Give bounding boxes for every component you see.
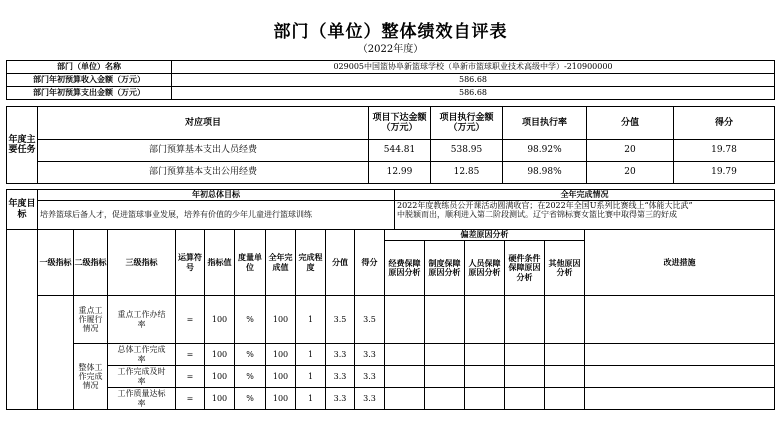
level2-cell: 重点工作履行情况 — [74, 296, 108, 344]
score-cell: 3.3 — [355, 388, 385, 410]
expense-label: 部门年初预算支出金额（万元） — [7, 87, 172, 100]
col-level2: 二级指标 — [74, 230, 108, 296]
table-row — [7, 344, 775, 366]
indicators-table — [6, 229, 775, 410]
task-rate: 98.92% — [503, 140, 587, 162]
table-row — [7, 388, 775, 410]
task-issued: 12.99 — [369, 162, 431, 184]
weight-cell: 3.3 — [326, 388, 355, 410]
task-issued: 544.81 — [369, 140, 431, 162]
dev-cell — [465, 366, 505, 388]
task-rate: 98.98% — [503, 162, 587, 184]
dev-col-hardware: 硬件条件保障原因分析 — [505, 241, 545, 296]
dev-cell — [465, 388, 505, 410]
dev-cell — [385, 344, 425, 366]
tasks-col-executed: 项目执行金额（万元） — [431, 107, 503, 140]
dev-cell — [505, 388, 545, 410]
expense-value: 586.68 — [172, 87, 775, 100]
col-level3: 三级指标 — [108, 230, 176, 296]
task-executed: 538.95 — [431, 140, 503, 162]
tasks-col-weight: 分值 — [587, 107, 674, 140]
level2-cell: 整体工作完成情况 — [74, 344, 108, 410]
tasks-col-issued: 项目下达金额（万元） — [369, 107, 431, 140]
task-weight: 20 — [587, 140, 674, 162]
indicators-side — [7, 230, 38, 410]
dev-col-staff: 人员保障原因分析 — [465, 241, 505, 296]
unit-cell: % — [235, 344, 266, 366]
improve-head: 改进措施 — [585, 230, 775, 296]
task-item: 部门预算基本支出公用经费 — [38, 162, 369, 184]
target-cell: 100 — [205, 344, 235, 366]
tasks-col-item: 对应项目 — [38, 107, 369, 140]
goal-side-label: 年度目标 — [7, 190, 38, 230]
dev-col-other: 其他原因分析 — [545, 241, 585, 296]
page-subtitle: （2022年度） — [357, 44, 424, 55]
score-cell: 3.5 — [355, 296, 385, 344]
level3-cell: 总体工作完成率 — [108, 344, 176, 366]
dev-cell — [425, 344, 465, 366]
dev-cell — [425, 366, 465, 388]
dev-cell — [545, 344, 585, 366]
col-unit: 度量单位 — [235, 230, 266, 296]
dev-cell — [425, 388, 465, 410]
dev-col-system: 制度保障原因分析 — [425, 241, 465, 296]
degree-cell: 1 — [296, 344, 326, 366]
task-weight: 20 — [587, 162, 674, 184]
dev-cell — [385, 388, 425, 410]
unit-cell: % — [235, 388, 266, 410]
task-executed: 12.85 — [431, 162, 503, 184]
goal-complete-line2: 中脱颖而出，顺利进入第二阶段测试。辽宁省锦标赛女篮比赛中取得第三的好成 — [397, 210, 677, 220]
degree-cell: 1 — [296, 296, 326, 344]
level3-cell: 重点工作办结率 — [108, 296, 176, 344]
deviation-head: 偏差原因分析 — [385, 230, 585, 241]
col-level1: 一级指标 — [38, 230, 74, 296]
dev-cell — [545, 366, 585, 388]
improve-cell — [585, 344, 775, 366]
page-title: 部门（单位）整体绩效自评表 — [273, 22, 508, 42]
tasks-col-rate: 项目执行率 — [503, 107, 587, 140]
col-actual: 全年完成值 — [266, 230, 296, 296]
task-score: 19.79 — [674, 162, 775, 184]
col-degree: 完成程度 — [296, 230, 326, 296]
weight-cell: 3.3 — [326, 366, 355, 388]
dept-name-value: 029005中国篮协阜新篮球学校（阜新市篮球职业技术高级中学）-210900000 — [172, 61, 775, 74]
score-cell: 3.3 — [355, 366, 385, 388]
task-score: 19.78 — [674, 140, 775, 162]
improve-cell — [585, 296, 775, 344]
task-item: 部门预算基本支出人员经费 — [38, 140, 369, 162]
income-value: 586.68 — [172, 74, 775, 87]
dev-cell — [385, 296, 425, 344]
level3-cell: 工作质量达标率 — [108, 388, 176, 410]
goal-table — [6, 189, 775, 230]
table-row — [7, 140, 775, 162]
op-cell: = — [176, 296, 205, 344]
actual-cell: 100 — [266, 388, 296, 410]
actual-cell: 100 — [266, 344, 296, 366]
improve-cell — [585, 388, 775, 410]
dev-cell — [545, 388, 585, 410]
goal-initial-text: 培养篮球后备人才，促进篮球事业发展，培养有价值的少年儿童进行篮球训练 — [38, 201, 395, 230]
table-row — [7, 296, 775, 344]
actual-cell: 100 — [266, 296, 296, 344]
actual-cell: 100 — [266, 366, 296, 388]
tasks-side-label: 年度主要任务 — [7, 107, 38, 184]
degree-cell: 1 — [296, 366, 326, 388]
col-target: 指标值 — [205, 230, 235, 296]
dev-col-funding: 经费保障原因分析 — [385, 241, 425, 296]
target-cell: 100 — [205, 366, 235, 388]
weight-cell: 3.3 — [326, 344, 355, 366]
unit-cell: % — [235, 366, 266, 388]
col-score: 得分 — [355, 230, 385, 296]
dev-cell — [385, 366, 425, 388]
table-row — [7, 162, 775, 184]
degree-cell: 1 — [296, 388, 326, 410]
goal-initial-head: 年初总体目标 — [38, 190, 395, 201]
goal-complete-line1: 2022年度教练员公开课活动圆满收官；在2022年全国U系列比赛线上“体能大比武” — [397, 201, 693, 210]
table-row — [7, 366, 775, 388]
col-weight: 分值 — [326, 230, 355, 296]
score-cell: 3.3 — [355, 344, 385, 366]
income-label: 部门年初预算收入金额（万元） — [7, 74, 172, 87]
op-cell: = — [176, 344, 205, 366]
tasks-col-score: 得分 — [674, 107, 775, 140]
col-op: 运算符号 — [176, 230, 205, 296]
header-table — [6, 60, 775, 100]
dev-cell — [465, 344, 505, 366]
target-cell: 100 — [205, 388, 235, 410]
op-cell: = — [176, 366, 205, 388]
target-cell: 100 — [205, 296, 235, 344]
dev-cell — [465, 296, 505, 344]
dev-cell — [505, 344, 545, 366]
op-cell: = — [176, 388, 205, 410]
dev-cell — [505, 366, 545, 388]
tasks-table — [6, 106, 775, 184]
level1-cell — [38, 296, 74, 410]
level3-cell: 工作完成及时率 — [108, 366, 176, 388]
improve-cell — [585, 366, 775, 388]
dept-name-label: 部门（单位）名称 — [7, 61, 172, 74]
goal-complete-head: 全年完成情况 — [395, 190, 775, 201]
dev-cell — [505, 296, 545, 344]
dev-cell — [545, 296, 585, 344]
unit-cell: % — [235, 296, 266, 344]
weight-cell: 3.5 — [326, 296, 355, 344]
dev-cell — [425, 296, 465, 344]
goal-complete-text — [395, 201, 775, 230]
